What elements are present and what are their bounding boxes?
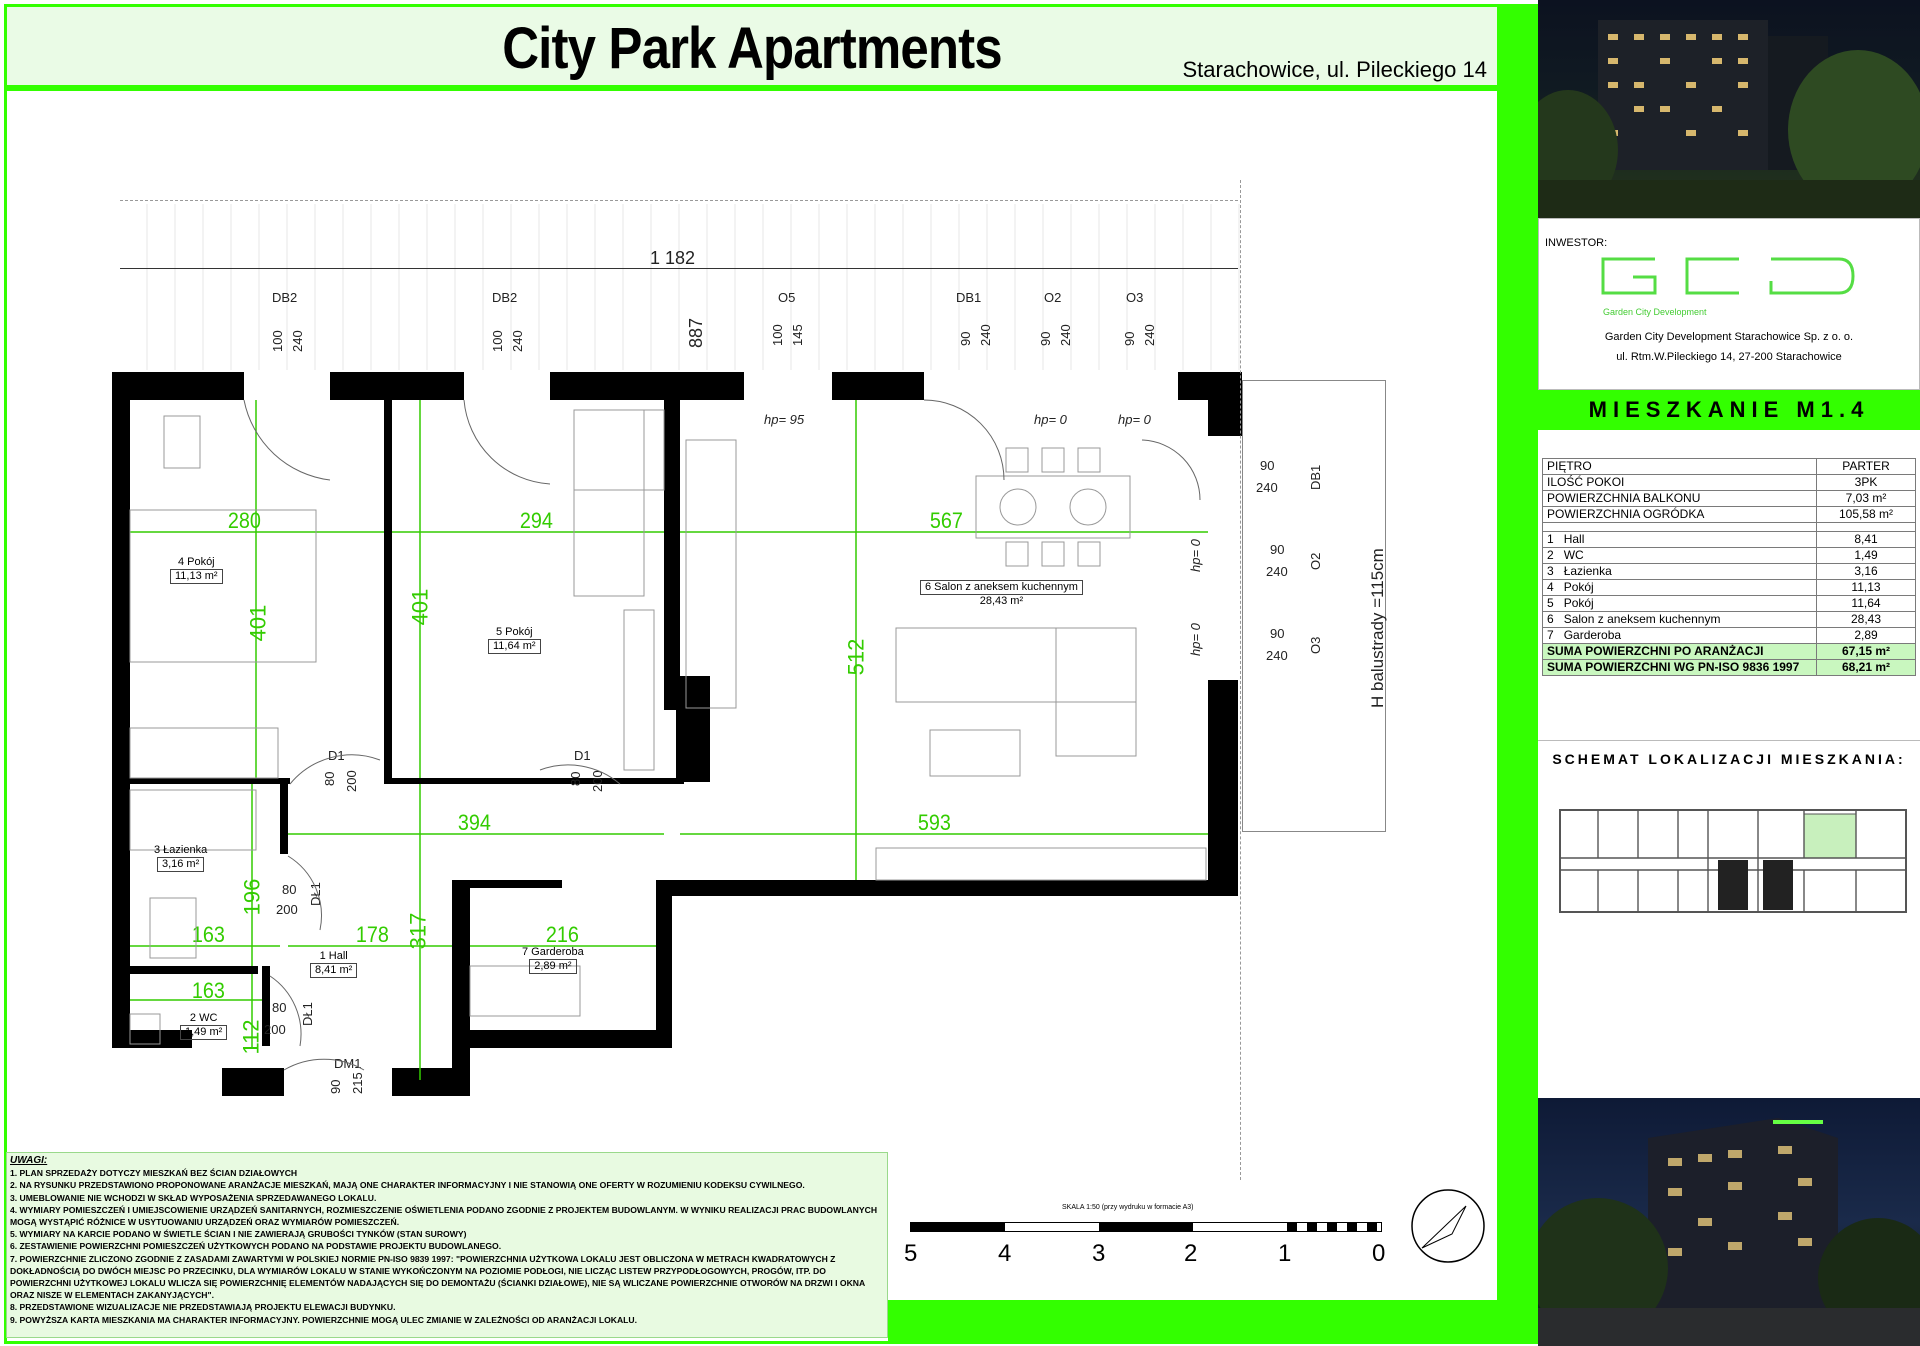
side-window-code: O2	[1308, 552, 1323, 570]
note-item: 6. ZESTAWIENIE POWIERZCHNI POMIESZCZEŃ UŻYTKOWYCH PODANO NA PODSTAWIE PROJEKTU BUDOWLANEGO.	[10, 1241, 502, 1252]
note-item: 5. WYMIARY NA KARCIE PODANO W ŚWIETLE ŚCIAN I NIE ZAWIERAJĄ GRUBOŚCI TYNKÓW (STAN SUROWY)	[10, 1229, 467, 1240]
building-photo-evening-icon	[1538, 1098, 1920, 1346]
building-photo-night-icon	[1538, 0, 1920, 218]
door-width: 80	[322, 771, 337, 786]
info-table	[1542, 458, 1916, 676]
side-window-height: 240	[1266, 564, 1288, 579]
scale-bar	[910, 1222, 1382, 1232]
door-height: 200	[264, 1022, 286, 1037]
dim-512: 512	[843, 638, 869, 676]
hp-label: hp= 0	[1188, 623, 1203, 656]
apartment-title-bar	[1538, 390, 1920, 430]
window-code: DB2	[272, 290, 298, 305]
dim-593: 593	[917, 810, 951, 835]
room-label: 6 Salon z aneksem kuchennym 28,43 m²	[920, 580, 1083, 608]
window-code: DB1	[956, 290, 982, 305]
door-width: 80	[568, 771, 583, 786]
room-row: 5 Pokój 11,64	[1543, 596, 1916, 612]
window-height: 240	[1142, 324, 1157, 346]
window-width: 90	[958, 331, 973, 346]
location-scheme-diagram	[1558, 800, 1910, 920]
scale-number: 3	[1092, 1240, 1106, 1267]
scale-number: 5	[904, 1240, 918, 1267]
note-item: 2. NA RYSUNKU PRZEDSTAWIONO PROPONOWANE ARANŻACJE MIESZKAŃ, MAJĄ ONE CHARAKTER INFORMACYJNY I NIE STANOWIĄ ONE OFERTY W ROZUMIENIU KODEKSU CYWILNEGO.	[10, 1180, 805, 1191]
window-height: 240	[290, 330, 305, 352]
scale-number: 2	[1184, 1240, 1198, 1267]
scale-number: 4	[998, 1240, 1012, 1267]
total-width: 1 182	[650, 248, 696, 268]
notes-heading: UWAGI:	[10, 1155, 48, 1166]
side-window-width: 90	[1270, 626, 1285, 641]
bottom-strip	[888, 1300, 1500, 1344]
note-item: 1. PLAN SPRZEDAŻY DOTYCZY MIESZKAŃ BEZ ŚCIAN DZIAŁOWYCH	[10, 1168, 298, 1179]
dim-196: 196	[239, 878, 265, 916]
window-width: 100	[770, 324, 785, 346]
investor-label: INWESTOR:	[1545, 237, 1608, 249]
building-photo-evening	[1538, 1098, 1920, 1346]
investor-address: ul. Rtm.W.Pileckiego 14, 27-200 Starachowice	[1616, 351, 1842, 363]
dim-317: 317	[405, 912, 431, 950]
side-window-code: O3	[1308, 636, 1323, 654]
depth-dim: 887	[686, 317, 706, 348]
scale-label: SKALA 1:50 (przy wydruku w formacie A3)	[1062, 1204, 1194, 1211]
hp-label: hp= 0	[1034, 412, 1067, 427]
dim-294: 294	[519, 508, 553, 533]
room-label: 5 Pokój 11,64 m²	[488, 626, 541, 654]
window-height: 240	[1058, 324, 1073, 346]
balustrade-height: H balustrady =115cm	[1368, 548, 1387, 708]
scale-number: 1	[1278, 1240, 1292, 1267]
dim-280: 280	[227, 508, 261, 533]
door-code: DM1	[334, 1056, 362, 1071]
room-row: 6 Salon z aneksem kuchennym 28,43	[1543, 612, 1916, 628]
dim-163: 163	[191, 978, 225, 1003]
note-item: 8. PRZEDSTAWIONE WIZUALIZACJE NIE PRZEDSTAWIAJĄ PROJEKTU ELEWACJI BUDYNKU.	[10, 1302, 396, 1313]
page-title: City Park Apartments	[502, 16, 1002, 81]
hp-label: hp= 95	[764, 412, 805, 427]
dim-567: 567	[929, 508, 963, 533]
side-window-width: 90	[1260, 458, 1275, 473]
note-item: 7. POWIERZCHNIE ZLICZONO ZGODNIE Z ZASADAMI ZAWARTYMI W POLSKIEJ NORMIE PN-ISO 9839 1997: "POWIERZCHNIA UŻYTKOWA LOKALU JEST OBLICZONA W METRACH KWADRATOWYCH Z DOKŁADNOŚCIĄ DO DWÓCH MIEJSC PO PRZECINKU, DLA WYMIARÓW LOKALU W STANIE WYKOŃCZONYM NA POZIOMIE PODŁOGI, NIE LICZĄC LISTEW PRZYPODŁOGOWYCH, PROGÓW, ITP. DO POWIERZCHNI UŻYTKOWEJ LOKALU WLICZA SIĘ POWIERZCHNIĘ ELEMENTÓW NADAJĄCYCH SIĘ DO DEMONTAŻU (ŚCIANKI DZIAŁOWE), NIE SĄ WLICZANE POWIERZCHNIE OTWORÓW NA DRZWI I OKNA ORAZ NISZE W ELEMENTACH ZAKANYJĄCYCH".	[10, 1253, 865, 1301]
door-width: 90	[328, 1079, 343, 1094]
info-row: POWIERZCHNIA BALKONU 7,03 m²	[1543, 491, 1916, 507]
door-height: 200	[344, 770, 359, 792]
side-window-height: 240	[1266, 648, 1288, 663]
room-label: 1 Hall 8,41 m²	[310, 950, 357, 978]
window-width: 100	[490, 330, 505, 352]
hp-label: hp= 0	[1118, 412, 1151, 427]
dim-394: 394	[457, 810, 491, 835]
door-code: DŁ1	[300, 1002, 315, 1026]
gcd-logo-text: Garden City Development	[1603, 307, 1707, 317]
window-height: 240	[510, 330, 525, 352]
door-height: 200	[276, 902, 298, 917]
window-height: 145	[790, 324, 805, 346]
room-row: 3 Łazienka 3,16	[1543, 564, 1916, 580]
gcd-logo-icon	[1599, 257, 1859, 297]
door-code: D1	[328, 748, 345, 763]
notes-box	[6, 1152, 888, 1338]
dim-163: 163	[191, 922, 225, 947]
window-width: 100	[270, 330, 285, 352]
door-height: 200	[590, 770, 605, 792]
side-window-height: 240	[1256, 480, 1278, 495]
divider-strip	[1500, 4, 1538, 1344]
dim-216: 216	[545, 922, 579, 947]
investor-box	[1538, 218, 1920, 390]
window-width: 90	[1038, 331, 1053, 346]
room-row: 1 Hall 8,41	[1543, 532, 1916, 548]
room-row: 2 WC 1,49	[1543, 548, 1916, 564]
room-label: 7 Garderoba 2,89 m²	[522, 946, 584, 972]
window-code: O5	[778, 290, 796, 305]
door-code: DŁ1	[308, 882, 323, 906]
window-code: DB2	[492, 290, 518, 305]
door-code: D1	[574, 748, 591, 763]
dim-112: 112	[238, 1019, 264, 1055]
room-row: 7 Garderoba 2,89	[1543, 628, 1916, 644]
side-window-code: DB1	[1308, 464, 1323, 490]
door-width: 80	[272, 1000, 287, 1015]
window-code: O2	[1044, 290, 1062, 305]
investor-company: Garden City Development Starachowice Sp. z o. o.	[1604, 331, 1854, 343]
location-scheme-header	[1538, 740, 1920, 780]
dim-401: 401	[245, 604, 271, 642]
apartment-info-table	[1538, 458, 1920, 710]
dim-178: 178	[355, 922, 389, 947]
door-height: 215	[350, 1072, 365, 1094]
room-row: 4 Pokój 11,13	[1543, 580, 1916, 596]
door-width: 80	[282, 882, 297, 897]
info-row: POWIERZCHNIA OGRÓDKA 105,58 m²	[1543, 507, 1916, 523]
info-row: PIĘTRO PARTER	[1543, 459, 1916, 475]
note-item: 9. POWYŻSZA KARTA MIESZKANIA MA CHARAKTER INFORMACYJNY. POWIERZCHNIE MOGĄ ULEC ZMIANIE W ZALEŻNOŚCI OD ARANŻACJI LOKALU.	[10, 1314, 638, 1325]
side-window-width: 90	[1270, 542, 1285, 557]
sum-row: SUMA POWIERZCHNI PO ARANŻACJI 67,15 m²	[1543, 644, 1916, 660]
sum-row: SUMA POWIERZCHNI WG PN-ISO 9836 1997 68,21 m²	[1543, 660, 1916, 676]
window-code: O3	[1126, 290, 1144, 305]
note-item: 3. UMEBLOWANIE NIE WCHODZI W SKŁAD WYPOSAŻENIA SPRZEDAWANEGO LOKALU.	[10, 1192, 377, 1203]
window-height: 240	[978, 324, 993, 346]
info-row: ILOŚĆ POKOI 3PK	[1543, 475, 1916, 491]
address: Starachowice, ul. Pileckiego 14	[1182, 57, 1487, 82]
north-arrow-icon	[1408, 1186, 1488, 1266]
building-photo-night	[1538, 0, 1920, 218]
room-label: 4 Pokój 11,13 m²	[170, 556, 223, 584]
room-label: 2 WC 1,49 m²	[180, 1012, 227, 1040]
dim-401: 401	[407, 588, 433, 626]
scale-number: 0	[1372, 1240, 1386, 1267]
hp-label: hp= 0	[1188, 539, 1203, 572]
apartment-title: MIESZKANIE M1.4	[1588, 397, 1870, 422]
room-label: 3 Łazienka 3,16 m²	[154, 844, 208, 870]
window-width: 90	[1122, 331, 1137, 346]
note-item: 4. WYMIARY POMIESZCZEŃ I UMIEJSCOWIENIE URZĄDZEŃ SANITARNYCH, ROZMIESZCZENIE OŚWIETLENIA PODANO ZGODNIE Z PROJEKTEM BUDOWLANYM. W WYNIKU REALIZACJI PRAC BUDOWLANYCH MOGĄ WYSTĄPIĆ RÓŻNICE W USYTUOWANIU URZĄDZEŃ ORAZ WYMIARÓW POMIESZCZEŃ.	[10, 1204, 878, 1228]
location-scheme-title: SCHEMAT LOKALIZACJI MIESZKANIA:	[1552, 751, 1906, 767]
